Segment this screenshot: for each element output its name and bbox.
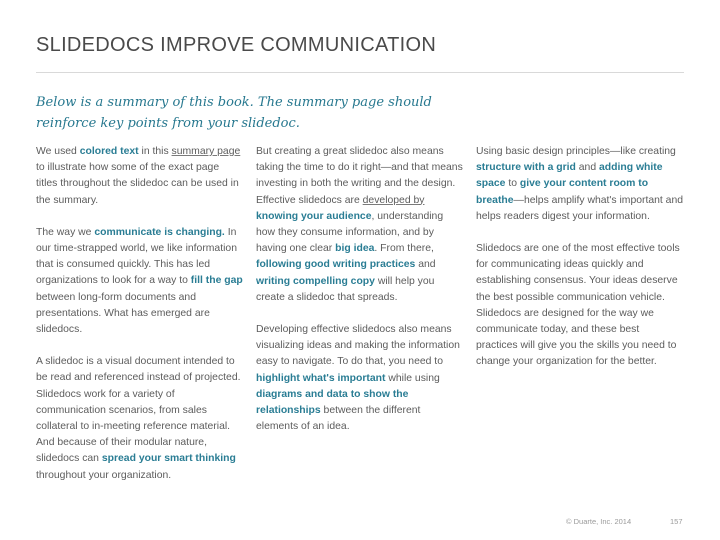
text-segment: —helps amplify what's important and helps readers digest your information.: [476, 194, 684, 222]
highlighted-page-title: fill the gap: [190, 275, 243, 287]
page-number: 157: [670, 517, 683, 526]
column-right: [476, 144, 683, 387]
text-segment: between long-form documents and presentations. What has emerged are slidedocs.: [36, 291, 210, 336]
highlighted-page-title: following good writing practices: [256, 259, 416, 271]
text-segment: while using: [385, 372, 440, 384]
highlighted-page-title: writing compelling copy: [256, 275, 375, 287]
summary-paragraph: [36, 144, 243, 209]
highlighted-page-title: big idea: [335, 243, 375, 255]
text-segment: between the different elements of an idea.: [256, 405, 421, 433]
highlighted-page-title: knowing your audience: [256, 210, 372, 222]
text-segment: A slidedoc is a visual document intended to be read and referenced instead of projected. Slidedocs work for a variety of communication scenarios, from sales collateral to in-meeting reference material. And because of their modular nature, slidedocs can: [36, 356, 241, 465]
highlighted-page-title: diagrams and data to show the relationships: [256, 388, 409, 417]
text-segment: will help you create a slidedoc that spreads.: [256, 275, 435, 303]
summary-paragraph: [256, 322, 463, 435]
text-segment: Developing effective slidedocs also means visualizing ideas and making the information easy to navigate. To do that, you need to: [256, 324, 460, 368]
text-segment: in this: [138, 146, 172, 157]
summary-paragraph: [476, 144, 683, 225]
column-left: [36, 144, 243, 500]
page-title: SLIDEDOCS IMPROVE COMMUNICATION: [36, 34, 437, 56]
text-segment: But creating a great slidedoc also means taking the time to do it right—and that means investing in both the writing and the design. Effective slidedocs are: [256, 146, 463, 206]
underlined-text: developed by: [362, 194, 425, 206]
highlighted-page-title: colored text: [79, 146, 139, 157]
summary-paragraph: [36, 354, 243, 484]
summary-paragraph: [476, 241, 683, 371]
text-segment: . From there,: [374, 243, 434, 255]
text-segment: , understanding how they consume information, and by having one clear: [256, 210, 444, 255]
highlighted-page-title: adding white space: [476, 162, 663, 190]
highlighted-page-title: give your content room to breathe: [476, 178, 649, 206]
highlighted-page-title: highlight what's important: [256, 372, 386, 384]
footer-copyright: © Duarte, Inc. 2014: [566, 517, 632, 526]
text-segment: In our time-strapped world, we like information that is consumed quickly. This has led organizations to look for a way to: [36, 226, 237, 287]
highlighted-page-title: spread your smart thinking: [101, 453, 236, 465]
text-segment: to illustrate how some of the exact page titles throughout the slidedoc can be used in the summary.: [36, 162, 239, 206]
text-segment: and: [575, 162, 600, 174]
text-segment: and: [415, 259, 436, 271]
text-segment: We used: [36, 146, 80, 157]
summary-paragraph: [36, 225, 243, 338]
text-segment: to: [505, 178, 520, 190]
column-middle: [256, 144, 463, 451]
highlighted-page-title: communicate is changing.: [94, 226, 225, 238]
text-segment: Using basic design principles—like creating: [476, 146, 676, 157]
text-segment: The way we: [36, 226, 95, 238]
summary-intro: Below is a summary of this book. The summary page should reinforce key points from your slidedoc.: [36, 95, 432, 131]
text-segment: throughout your organization.: [36, 469, 172, 481]
text-segment: Slidedocs are one of the most effective tools for communicating ideas quickly and establishing consensus. Your ideas deserve the best possible communication vehicle. Slidedocs are designed for the way we communicate today, and these best practices will give you the skills you need to change your organization for the better.: [476, 243, 680, 368]
underlined-text: summary page: [171, 146, 241, 157]
summary-paragraph: [256, 144, 463, 306]
highlighted-page-title: structure with a grid: [476, 162, 576, 174]
title-divider: [36, 72, 684, 73]
